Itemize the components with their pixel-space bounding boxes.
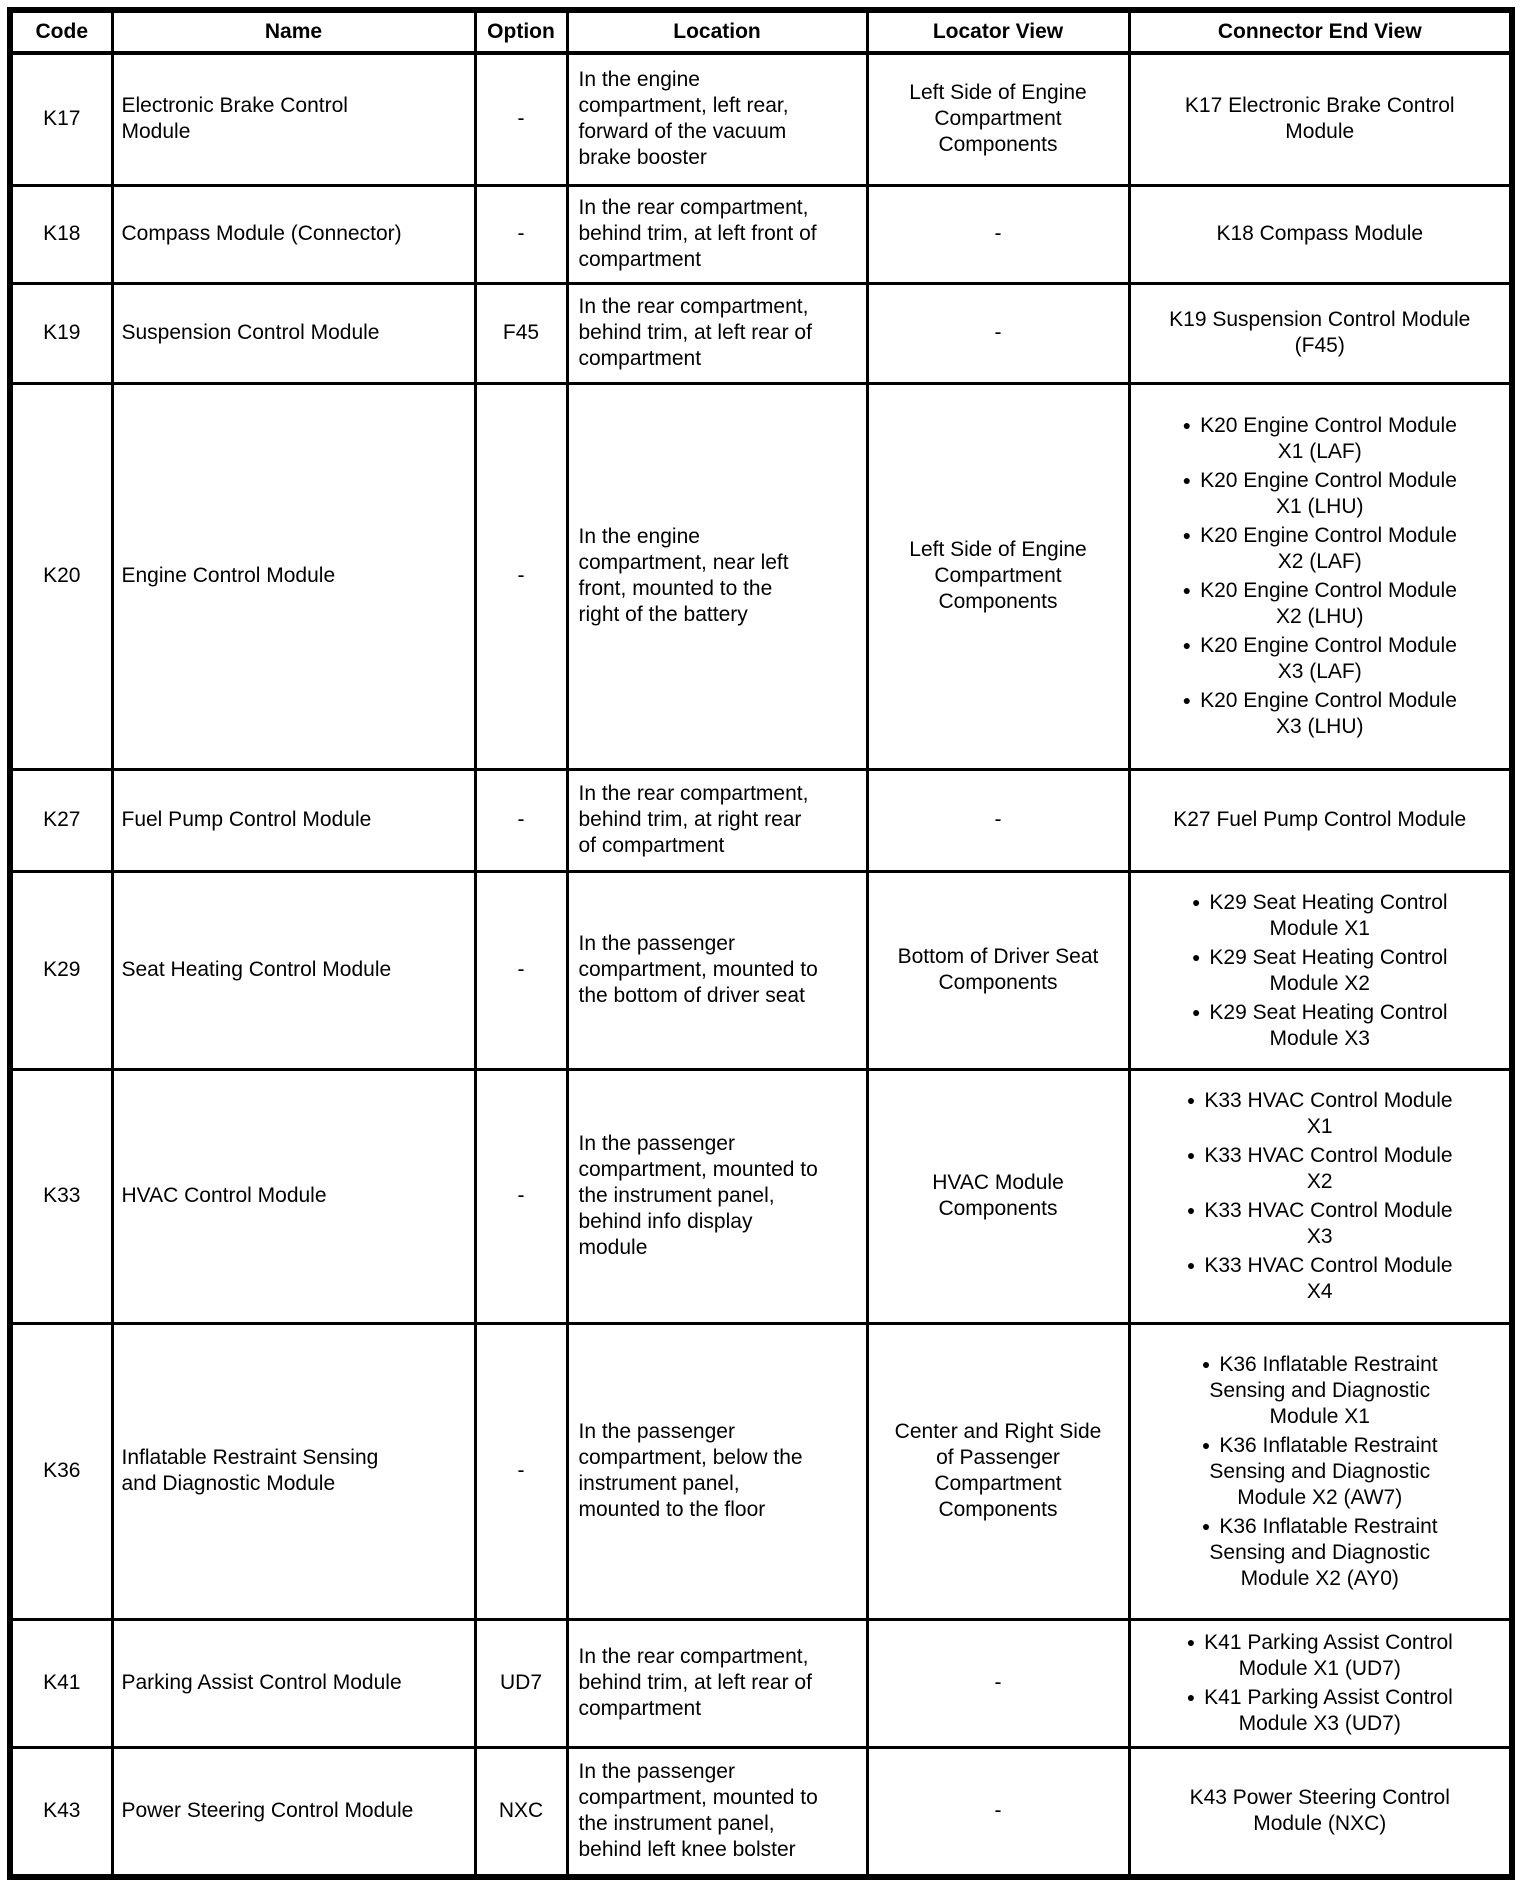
connector-item-text: K41 Parking Assist Control Module X3 (UD7) xyxy=(1204,1686,1453,1735)
option-cell: - xyxy=(475,1069,567,1323)
name-cell: Fuel Pump Control Module xyxy=(112,769,475,871)
locator-view-cell: Left Side of Engine Compartment Components xyxy=(867,53,1129,185)
location-cell: In the engine compartment, left rear, forward of the vacuum brake booster xyxy=(567,53,867,185)
connector-item xyxy=(1139,1197,1502,1250)
bullet-icon: ● xyxy=(1182,637,1192,653)
connector-item-text: K36 Inflatable Restraint Sensing and Diagnostic Module X1 xyxy=(1209,1352,1438,1428)
code-cell: K29 xyxy=(10,871,112,1069)
option-cell: - xyxy=(475,769,567,871)
connector-end-view-cell xyxy=(1129,53,1512,185)
bullet-icon: ● xyxy=(1201,1355,1211,1372)
connector-table xyxy=(7,7,1515,1880)
location-cell: In the passenger compartment, mounted to the bottom of driver seat xyxy=(567,871,867,1069)
header-locator-view: Locator View xyxy=(867,10,1129,53)
name-cell: Parking Assist Control Module xyxy=(112,1619,475,1747)
bullet-icon: ● xyxy=(1186,1092,1196,1108)
connector-item-text: K20 Engine Control Module X1 (LHU) xyxy=(1200,469,1457,518)
connector-item xyxy=(1139,412,1502,465)
header-option: Option xyxy=(475,10,567,53)
header-location: Location xyxy=(567,10,867,53)
table-row-k27 xyxy=(10,769,1512,871)
locator-view-cell: - xyxy=(867,1619,1129,1747)
code-cell: K36 xyxy=(10,1323,112,1619)
bullet-icon: ● xyxy=(1191,1003,1201,1020)
connector-item-text: K36 Inflatable Restraint Sensing and Diagnostic Module X2 (AW7) xyxy=(1209,1433,1438,1509)
bullet-icon: ● xyxy=(1186,1202,1196,1218)
connector-item-text: K20 Engine Control Module X3 (LAF) xyxy=(1200,634,1457,683)
location-cell: In the rear compartment, behind trim, at left rear of compartment xyxy=(567,1619,867,1747)
bullet-icon: ● xyxy=(1191,948,1201,965)
connector-item-text: K33 HVAC Control Module X4 xyxy=(1204,1254,1453,1303)
header-code: Code xyxy=(10,10,112,53)
location-cell: In the rear compartment, behind trim, at left rear of compartment xyxy=(567,283,867,383)
option-cell: - xyxy=(475,185,567,283)
connector-item xyxy=(1139,1087,1502,1140)
header-connector-end-view: Connector End View xyxy=(1129,10,1512,53)
connector-item xyxy=(1139,467,1502,520)
connector-end-view-cell xyxy=(1129,871,1512,1069)
connector-item: K19 Suspension Control Module (F45) xyxy=(1169,308,1471,357)
connector-end-view-cell xyxy=(1129,1069,1512,1323)
bullet-icon: ● xyxy=(1182,472,1192,488)
connector-item: K43 Power Steering Control Module (NXC) xyxy=(1189,1786,1450,1836)
bullet-icon: ● xyxy=(1186,1147,1196,1163)
code-cell: K27 xyxy=(10,769,112,871)
table-row-k36 xyxy=(10,1323,1512,1619)
connector-item-text: K20 Engine Control Module X2 (LHU) xyxy=(1200,579,1457,628)
connector-item xyxy=(1139,1432,1502,1511)
locator-view-cell: - xyxy=(867,185,1129,283)
locator-view-cell: - xyxy=(867,769,1129,871)
option-cell: UD7 xyxy=(475,1619,567,1747)
locator-view-cell: - xyxy=(867,1747,1129,1877)
name-cell: Suspension Control Module xyxy=(112,283,475,383)
code-cell: K43 xyxy=(10,1747,112,1877)
connector-item-text: K33 HVAC Control Module X1 xyxy=(1204,1089,1453,1138)
connector-item: K17 Electronic Brake Control Module xyxy=(1184,94,1455,144)
name-cell: Inflatable Restraint Sensing and Diagnostic Module xyxy=(112,1323,475,1619)
connector-item xyxy=(1139,1513,1502,1592)
connector-item xyxy=(1139,687,1502,740)
connector-item xyxy=(1139,522,1502,575)
bullet-icon: ● xyxy=(1182,692,1192,708)
locator-view-cell: HVAC Module Components xyxy=(867,1069,1129,1323)
bullet-icon: ● xyxy=(1186,1689,1196,1705)
locator-view-cell: Left Side of Engine Compartment Components xyxy=(867,383,1129,769)
location-cell: In the passenger compartment, mounted to the instrument panel, behind left knee bolster xyxy=(567,1747,867,1877)
connector-item-text: K29 Seat Heating Control Module X1 xyxy=(1209,890,1448,940)
bullet-icon: ● xyxy=(1186,1257,1196,1273)
option-cell: NXC xyxy=(475,1747,567,1877)
location-cell: In the engine compartment, near left front, mounted to the right of the battery xyxy=(567,383,867,769)
connector-item-text: K20 Engine Control Module X1 (LAF) xyxy=(1200,414,1457,463)
connector-item-text: K29 Seat Heating Control Module X2 xyxy=(1209,945,1448,995)
name-cell: Electronic Brake Control Module xyxy=(112,53,475,185)
connector-end-view-cell xyxy=(1129,769,1512,871)
connector-item xyxy=(1139,1351,1502,1430)
bullet-icon: ● xyxy=(1201,1436,1211,1453)
connector-item-text: K29 Seat Heating Control Module X3 xyxy=(1209,1000,1448,1050)
bullet-icon: ● xyxy=(1182,527,1192,543)
connector-end-view-cell xyxy=(1129,185,1512,283)
connector-end-view-cell xyxy=(1129,383,1512,769)
connector-item xyxy=(1139,944,1502,997)
connector-item-text: K20 Engine Control Module X2 (LAF) xyxy=(1200,524,1457,573)
location-cell: In the rear compartment, behind trim, at right rear of compartment xyxy=(567,769,867,871)
location-cell: In the passenger compartment, below the instrument panel, mounted to the floor xyxy=(567,1323,867,1619)
connector-item xyxy=(1139,1629,1502,1682)
table-row-k43 xyxy=(10,1747,1512,1877)
table-row-k19 xyxy=(10,283,1512,383)
table-row-k17 xyxy=(10,53,1512,185)
connector-item xyxy=(1139,1142,1502,1195)
connector-item-text: K33 HVAC Control Module X2 xyxy=(1204,1144,1453,1193)
bullet-icon: ● xyxy=(1182,417,1192,433)
connector-end-view-cell xyxy=(1129,283,1512,383)
name-cell: Compass Module (Connector) xyxy=(112,185,475,283)
locator-view-cell: - xyxy=(867,283,1129,383)
locator-view-cell: Bottom of Driver Seat Components xyxy=(867,871,1129,1069)
table-header xyxy=(10,10,1512,53)
location-cell: In the passenger compartment, mounted to the instrument panel, behind info display module xyxy=(567,1069,867,1323)
connector-item-text: K20 Engine Control Module X3 (LHU) xyxy=(1200,689,1457,738)
header-row xyxy=(10,10,1512,53)
connector-item-text: K33 HVAC Control Module X3 xyxy=(1204,1199,1453,1248)
code-cell: K19 xyxy=(10,283,112,383)
connector-end-view-cell xyxy=(1129,1619,1512,1747)
code-cell: K18 xyxy=(10,185,112,283)
connector-item-text: K41 Parking Assist Control Module X1 (UD7) xyxy=(1204,1631,1453,1680)
name-cell: Power Steering Control Module xyxy=(112,1747,475,1877)
code-cell: K33 xyxy=(10,1069,112,1323)
connector-end-view-cell xyxy=(1129,1747,1512,1877)
code-cell: K20 xyxy=(10,383,112,769)
table-row-k20 xyxy=(10,383,1512,769)
name-cell: Engine Control Module xyxy=(112,383,475,769)
name-cell: Seat Heating Control Module xyxy=(112,871,475,1069)
option-cell: - xyxy=(475,1323,567,1619)
table-row-k33 xyxy=(10,1069,1512,1323)
connector-item: K27 Fuel Pump Control Module xyxy=(1173,808,1467,831)
connector-item xyxy=(1139,632,1502,685)
option-cell: - xyxy=(475,383,567,769)
connector-item xyxy=(1139,1684,1502,1737)
code-cell: K41 xyxy=(10,1619,112,1747)
bullet-icon: ● xyxy=(1191,893,1201,910)
connector-item: K18 Compass Module xyxy=(1216,222,1424,245)
option-cell: - xyxy=(475,53,567,185)
connector-item xyxy=(1139,1252,1502,1305)
table-row-k18 xyxy=(10,185,1512,283)
bullet-icon: ● xyxy=(1201,1517,1211,1534)
bullet-icon: ● xyxy=(1182,582,1192,598)
connector-end-view-cell xyxy=(1129,1323,1512,1619)
option-cell: F45 xyxy=(475,283,567,383)
table-row-k41 xyxy=(10,1619,1512,1747)
connector-item-text: K36 Inflatable Restraint Sensing and Diagnostic Module X2 (AY0) xyxy=(1209,1514,1438,1590)
connector-item xyxy=(1139,999,1502,1052)
code-cell: K17 xyxy=(10,53,112,185)
locator-view-cell: Center and Right Side of Passenger Compartment Components xyxy=(867,1323,1129,1619)
connector-item xyxy=(1139,577,1502,630)
location-cell: In the rear compartment, behind trim, at left front of compartment xyxy=(567,185,867,283)
header-name: Name xyxy=(112,10,475,53)
connector-item xyxy=(1139,889,1502,942)
table-row-k29 xyxy=(10,871,1512,1069)
option-cell: - xyxy=(475,871,567,1069)
name-cell: HVAC Control Module xyxy=(112,1069,475,1323)
bullet-icon: ● xyxy=(1186,1634,1196,1650)
